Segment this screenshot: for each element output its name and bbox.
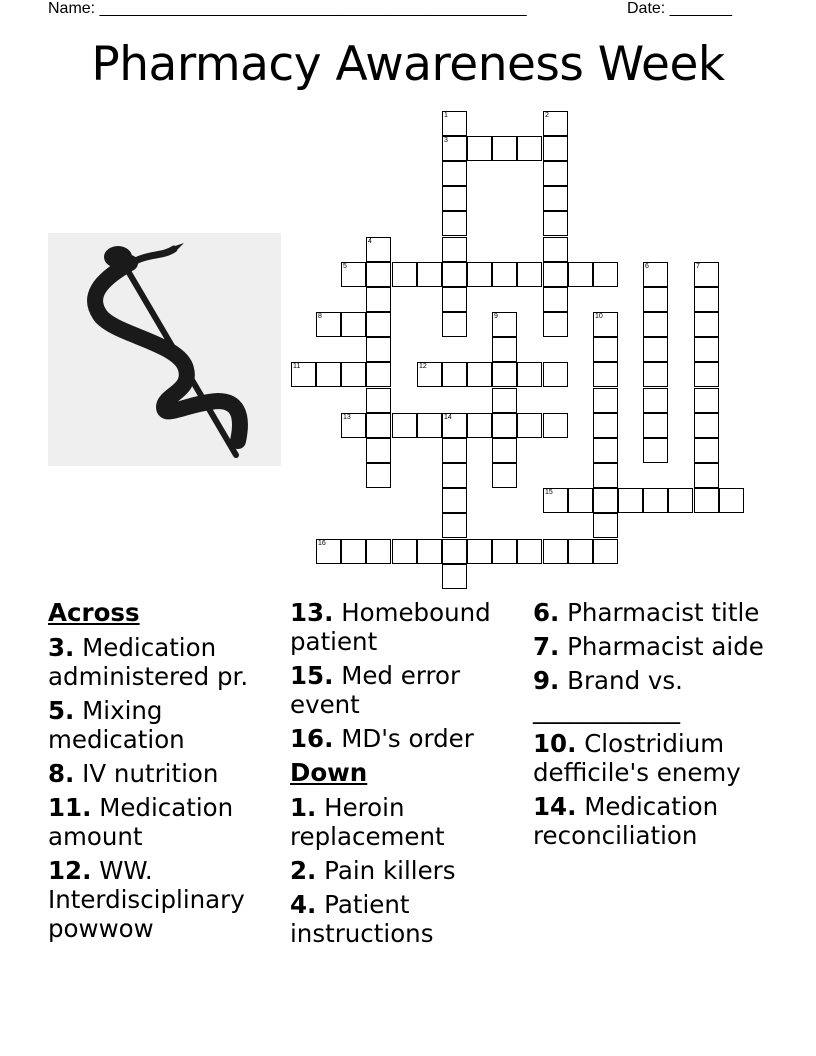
grid-cell[interactable] — [593, 337, 618, 362]
clue-number: 14. — [533, 792, 577, 821]
grid-cell[interactable] — [341, 262, 366, 287]
clue-number: 9. — [533, 666, 560, 695]
grid-cell[interactable] — [543, 237, 568, 262]
grid-cell[interactable] — [366, 388, 391, 413]
cell-number: 13 — [343, 414, 351, 421]
grid-cell[interactable] — [694, 488, 719, 513]
cell-number: 14 — [444, 414, 452, 421]
clue-item — [48, 759, 280, 788]
grid-cell[interactable] — [593, 463, 618, 488]
clue-number: 2. — [290, 856, 317, 885]
grid-cell[interactable] — [392, 262, 417, 287]
cell-number: 2 — [545, 112, 549, 119]
cell-number: 12 — [419, 363, 427, 370]
grid-cell[interactable] — [543, 262, 568, 287]
grid-cell[interactable] — [442, 312, 467, 337]
clue-number: 12. — [48, 856, 92, 885]
grid-cell[interactable] — [543, 539, 568, 564]
grid-cell[interactable] — [517, 362, 542, 387]
grid-cell[interactable] — [442, 513, 467, 538]
grid-cell[interactable] — [643, 362, 668, 387]
date-field-label: Date: _______ — [627, 0, 732, 17]
grid-cell[interactable] — [668, 488, 693, 513]
grid-cell[interactable] — [543, 413, 568, 438]
clue-text: Clostridium defficile's enemy — [533, 729, 741, 787]
grid-cell[interactable] — [417, 539, 442, 564]
grid-cell[interactable] — [492, 463, 517, 488]
grid-cell[interactable] — [694, 287, 719, 312]
across-heading: Across — [48, 598, 140, 627]
grid-cell[interactable] — [442, 564, 467, 589]
grid-cell[interactable] — [366, 362, 391, 387]
grid-cell[interactable] — [442, 438, 467, 463]
clue-text: Medication reconciliation — [533, 792, 719, 850]
clues-column-3 — [533, 598, 773, 855]
grid-cell[interactable] — [492, 539, 517, 564]
grid-cell[interactable] — [694, 388, 719, 413]
clues-column-1 — [48, 598, 280, 948]
clue-item — [290, 661, 526, 719]
grid-cell[interactable] — [694, 312, 719, 337]
grid-cell[interactable] — [341, 539, 366, 564]
down-heading: Down — [290, 758, 368, 787]
clue-text: Pharmacist aide — [559, 632, 764, 661]
grid-cell[interactable] — [366, 413, 391, 438]
clue-text: Pain killers — [316, 856, 456, 885]
clue-item — [290, 856, 526, 885]
grid-cell[interactable] — [341, 312, 366, 337]
grid-cell[interactable] — [291, 362, 316, 387]
cell-number: 15 — [545, 489, 553, 496]
clue-item — [48, 856, 280, 943]
clue-item — [48, 696, 280, 754]
clue-item — [290, 890, 526, 948]
grid-cell[interactable] — [694, 337, 719, 362]
grid-cell[interactable] — [593, 413, 618, 438]
clue-number: 7. — [533, 632, 560, 661]
grid-cell[interactable] — [442, 413, 467, 438]
clue-number: 5. — [48, 696, 75, 725]
grid-cell[interactable] — [593, 312, 618, 337]
clue-number: 1. — [290, 793, 317, 822]
cell-number: 3 — [444, 137, 448, 144]
grid-cell[interactable] — [442, 136, 467, 161]
grid-cell[interactable] — [593, 388, 618, 413]
clue-text: Medication amount — [48, 793, 234, 851]
grid-cell[interactable] — [417, 362, 442, 387]
clue-number: 13. — [290, 598, 334, 627]
grid-cell[interactable] — [442, 539, 467, 564]
grid-cell[interactable] — [517, 136, 542, 161]
grid-cell[interactable] — [492, 388, 517, 413]
grid-cell[interactable] — [392, 539, 417, 564]
grid-cell[interactable] — [543, 312, 568, 337]
grid-cell[interactable] — [492, 136, 517, 161]
clue-item — [533, 792, 773, 850]
grid-cell[interactable] — [568, 262, 593, 287]
down-clue-list — [290, 793, 526, 948]
grid-cell[interactable] — [694, 262, 719, 287]
grid-cell[interactable] — [543, 186, 568, 211]
grid-cell[interactable] — [593, 513, 618, 538]
grid-cell[interactable] — [694, 413, 719, 438]
grid-cell[interactable] — [467, 362, 492, 387]
clue-number: 8. — [48, 759, 75, 788]
clue-number: 16. — [290, 724, 334, 753]
grid-cell[interactable] — [643, 337, 668, 362]
cell-number: 4 — [368, 238, 372, 245]
grid-cell[interactable] — [694, 438, 719, 463]
clue-number: 6. — [533, 598, 560, 627]
clue-item — [290, 793, 526, 851]
grid-cell[interactable] — [568, 488, 593, 513]
clue-text: Homebound patient — [290, 598, 491, 656]
grid-cell[interactable] — [366, 287, 391, 312]
grid-cell[interactable] — [417, 262, 442, 287]
clue-text: Heroin replacement — [290, 793, 445, 851]
cell-number: 10 — [595, 313, 603, 320]
grid-cell[interactable] — [643, 262, 668, 287]
down-clue-list — [533, 598, 773, 850]
cell-number: 11 — [293, 363, 301, 370]
cell-number: 8 — [318, 313, 322, 320]
grid-cell[interactable] — [366, 539, 391, 564]
clue-item — [48, 633, 280, 691]
grid-cell[interactable] — [442, 211, 467, 236]
across-clue-list — [48, 633, 280, 943]
clue-text: Med error event — [290, 661, 461, 719]
grid-cell[interactable] — [517, 413, 542, 438]
grid-cell[interactable] — [593, 438, 618, 463]
clue-text: Medication administered pr. — [48, 633, 249, 691]
grid-cell[interactable] — [492, 413, 517, 438]
clue-text: IV nutrition — [74, 759, 219, 788]
grid-cell[interactable] — [442, 287, 467, 312]
grid-cell[interactable] — [366, 262, 391, 287]
grid-cell[interactable] — [442, 362, 467, 387]
grid-cell[interactable] — [543, 161, 568, 186]
page-title: Pharmacy Awareness Week — [91, 37, 725, 92]
grid-cell[interactable] — [392, 413, 417, 438]
grid-cell[interactable] — [643, 488, 668, 513]
cell-number: 6 — [645, 263, 649, 270]
grid-cell[interactable] — [694, 463, 719, 488]
grid-cell[interactable] — [593, 362, 618, 387]
clue-text: WW. Interdisciplinary powwow — [48, 856, 245, 943]
clue-item — [290, 598, 526, 656]
grid-cell[interactable] — [643, 413, 668, 438]
grid-cell[interactable] — [517, 262, 542, 287]
grid-cell[interactable] — [467, 413, 492, 438]
grid-cell[interactable] — [492, 337, 517, 362]
grid-cell[interactable] — [517, 539, 542, 564]
grid-cell[interactable] — [341, 362, 366, 387]
grid-cell[interactable] — [618, 488, 643, 513]
clue-number: 4. — [290, 890, 317, 919]
grid-cell[interactable] — [316, 539, 341, 564]
grid-cell[interactable] — [467, 262, 492, 287]
grid-cell[interactable] — [543, 136, 568, 161]
clue-text: Pharmacist title — [559, 598, 760, 627]
grid-cell[interactable] — [467, 539, 492, 564]
grid-cell[interactable] — [492, 262, 517, 287]
grid-cell[interactable] — [417, 413, 442, 438]
grid-cell[interactable] — [442, 262, 467, 287]
grid-cell[interactable] — [366, 438, 391, 463]
grid-cell[interactable] — [719, 488, 744, 513]
cell-number: 7 — [696, 263, 700, 270]
grid-cell[interactable] — [366, 337, 391, 362]
clue-number: 10. — [533, 729, 577, 758]
grid-cell[interactable] — [366, 237, 391, 262]
grid-cell[interactable] — [568, 539, 593, 564]
grid-cell[interactable] — [341, 413, 366, 438]
grid-cell[interactable] — [442, 186, 467, 211]
clue-text: Patient instructions — [290, 890, 434, 948]
clue-text: Mixing medication — [48, 696, 185, 754]
cell-number: 1 — [444, 112, 448, 119]
grid-cell[interactable] — [643, 312, 668, 337]
grid-cell[interactable] — [442, 111, 467, 136]
grid-cell[interactable] — [643, 388, 668, 413]
grid-cell[interactable] — [492, 362, 517, 387]
grid-cell[interactable] — [694, 362, 719, 387]
grid-cell[interactable] — [543, 211, 568, 236]
grid-cell[interactable] — [593, 539, 618, 564]
grid-cell[interactable] — [467, 136, 492, 161]
grid-cell[interactable] — [442, 463, 467, 488]
clues-column-2 — [290, 598, 526, 953]
clue-number: 15. — [290, 661, 334, 690]
grid-cell[interactable] — [316, 362, 341, 387]
clue-item — [48, 793, 280, 851]
clue-item — [533, 598, 773, 627]
grid-cell[interactable] — [442, 488, 467, 513]
grid-cell[interactable] — [366, 463, 391, 488]
clue-text: Brand vs. ____________ — [533, 666, 683, 724]
clue-number: 11. — [48, 793, 92, 822]
grid-cell[interactable] — [643, 438, 668, 463]
grid-cell[interactable] — [543, 488, 568, 513]
cell-number: 5 — [343, 263, 347, 270]
grid-cell[interactable] — [543, 362, 568, 387]
grid-cell[interactable] — [543, 111, 568, 136]
clue-number: 3. — [48, 633, 75, 662]
grid-cell[interactable] — [643, 287, 668, 312]
name-field-label: Name: ________________________________________________ — [48, 0, 527, 17]
clue-item — [533, 666, 773, 724]
clue-item — [290, 724, 526, 753]
grid-cell[interactable] — [316, 312, 341, 337]
clue-text: MD's order — [333, 724, 474, 753]
across-clue-list — [290, 598, 526, 753]
grid-cell[interactable] — [492, 312, 517, 337]
grid-cell[interactable] — [366, 312, 391, 337]
grid-cell[interactable] — [442, 237, 467, 262]
grid-cell[interactable] — [593, 262, 618, 287]
grid-cell[interactable] — [593, 488, 618, 513]
grid-cell[interactable] — [442, 161, 467, 186]
clue-item — [533, 632, 773, 661]
clue-item — [533, 729, 773, 787]
grid-cell[interactable] — [543, 287, 568, 312]
cell-number: 16 — [318, 540, 326, 547]
cell-number: 9 — [494, 313, 498, 320]
grid-cell[interactable] — [492, 438, 517, 463]
